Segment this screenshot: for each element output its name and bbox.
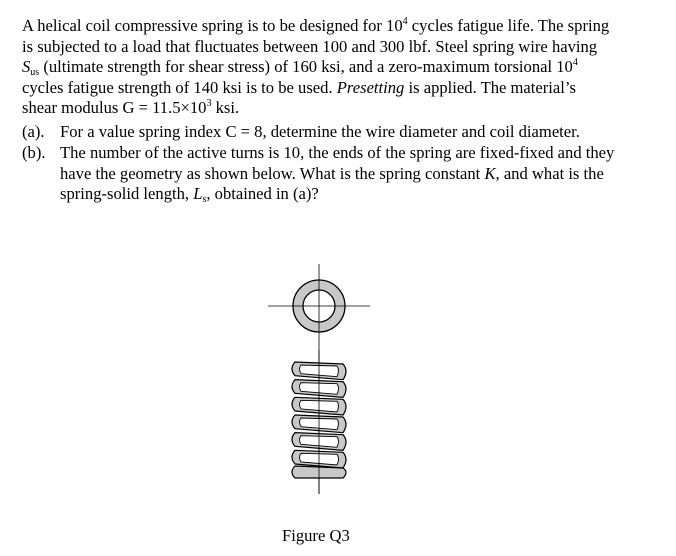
question-b-text <box>60 143 614 205</box>
problem-statement <box>22 16 662 119</box>
question-b-line-1: The number of the active turns is 10, the ends of the spring are fixed-fixed and they <box>60 143 615 162</box>
figure-caption: Figure Q3 <box>282 526 350 545</box>
statement-line-1: A helical coil compressive spring is to be designed for $10^4$ cycles fatigue life. The spring <box>22 16 610 35</box>
question-b-line-3: spring-solid length, $L_s$, obtained in (a)? <box>60 184 319 205</box>
statement-line-4: cycles fatigue strength of 140 ksi is to be used. Presetting is applied. The material’s <box>22 77 576 97</box>
question-a-label: (a). <box>22 122 45 141</box>
spring-top-view <box>268 264 370 350</box>
question-b-line-2: have the geometry as shown below. What is the spring constant K, and what is the <box>60 163 604 183</box>
question-b-label: (b). <box>22 143 46 162</box>
statement-line-3: $S_{us}$ (ultimate strength for shear stress) of 160 ksi, and a zero-maximum torsional $10^4$ <box>22 57 578 78</box>
spring-side-view <box>292 350 346 494</box>
statement-line-2: is subjected to a load that fluctuates between 100 and 300 lbf. Steel spring wire having <box>22 36 598 56</box>
spring-figure <box>262 258 377 498</box>
question-a-text: For a value spring index C = 8, determine the wire diameter and coil diameter. <box>60 122 580 141</box>
statement-line-5: shear modulus $G = 11.5\times 10^3$ ksi. <box>22 98 240 117</box>
